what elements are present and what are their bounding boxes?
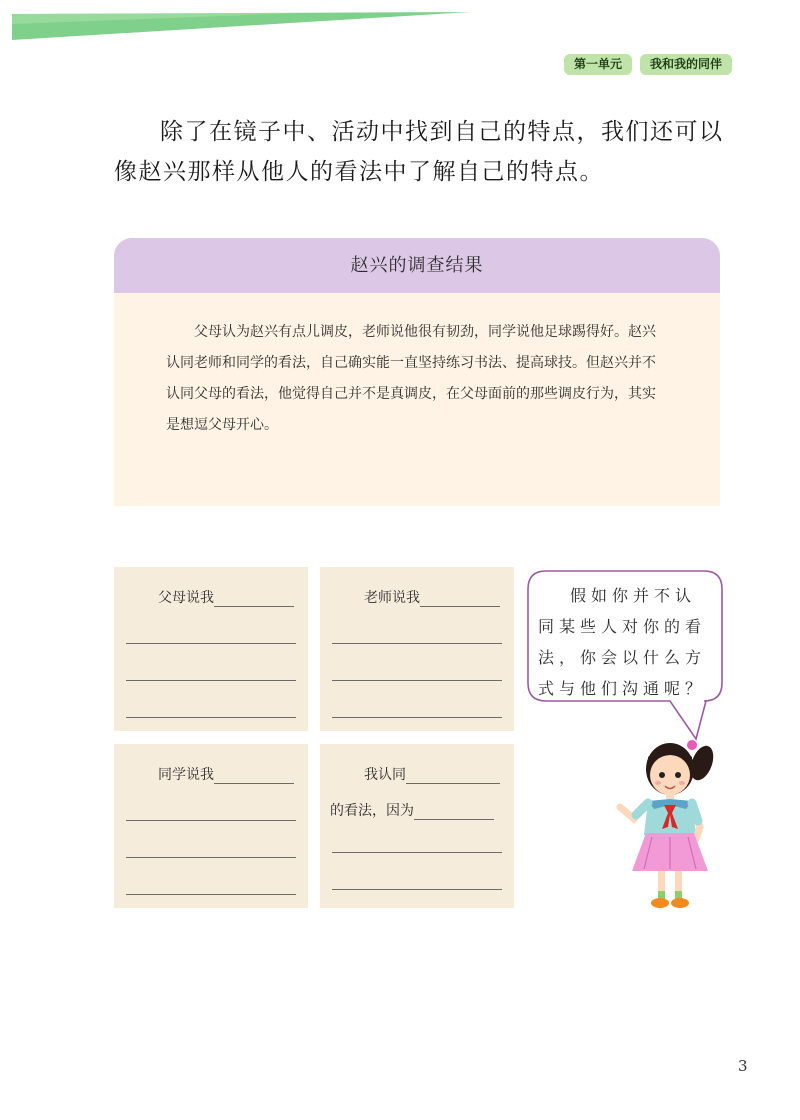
topic-tag: 我和我的同伴 <box>640 54 732 75</box>
card-agree-prefix: 我认同 <box>364 767 406 783</box>
writing-line[interactable] <box>332 644 502 681</box>
agree-blank[interactable] <box>406 769 500 784</box>
writing-line[interactable] <box>332 681 502 718</box>
classmates-blank[interactable] <box>214 769 294 784</box>
survey-result-box <box>114 238 720 506</box>
writing-line[interactable] <box>332 607 502 644</box>
survey-title: 赵兴的调查结果 <box>114 238 720 293</box>
card-teacher <box>320 567 514 731</box>
writing-line[interactable] <box>126 858 296 895</box>
survey-body: 父母认为赵兴有点儿调皮，老师说他很有韧劲，同学说他足球踢得好。赵兴认同老师和同学的看法，自己确实能一直坚持练习书法、提高球技。但赵兴并不认同父母的看法，他觉得自己并不是真调皮，在父母面前的那些调皮行为，其实是想逗父母开心。 <box>166 324 656 433</box>
writing-line[interactable] <box>332 853 502 890</box>
header-stripe <box>0 0 800 50</box>
girl-illustration <box>612 735 722 915</box>
card-classmates <box>114 744 308 908</box>
writing-line[interactable] <box>332 820 502 853</box>
writing-line[interactable] <box>126 644 296 681</box>
parents-blank[interactable] <box>214 592 294 607</box>
page-number: 3 <box>738 1057 748 1075</box>
card-agree-suffix: 的看法，因为 <box>330 803 414 819</box>
card-teacher-label: 老师说我 <box>364 590 420 606</box>
header-tags <box>564 54 732 75</box>
bubble-question: 假如你并不认同某些人对你的看法，你会以什么方式与他们沟通呢？ <box>538 586 707 698</box>
unit-tag: 第一单元 <box>564 54 632 75</box>
card-parents <box>114 567 308 731</box>
intro-text <box>114 112 734 192</box>
writing-line[interactable] <box>126 681 296 718</box>
card-classmates-label: 同学说我 <box>158 767 214 783</box>
writing-line[interactable] <box>126 784 296 821</box>
reason-blank[interactable] <box>414 805 494 820</box>
teacher-blank[interactable] <box>420 592 500 607</box>
intro-paragraph: 除了在镜子中、活动中找到自己的特点，我们还可以像赵兴那样从他人的看法中了解自己的特点。 <box>114 119 724 185</box>
hair-bow <box>687 740 697 750</box>
writing-line[interactable] <box>126 821 296 858</box>
card-parents-label: 父母说我 <box>158 590 214 606</box>
card-agree <box>320 744 514 908</box>
writing-line[interactable] <box>126 607 296 644</box>
